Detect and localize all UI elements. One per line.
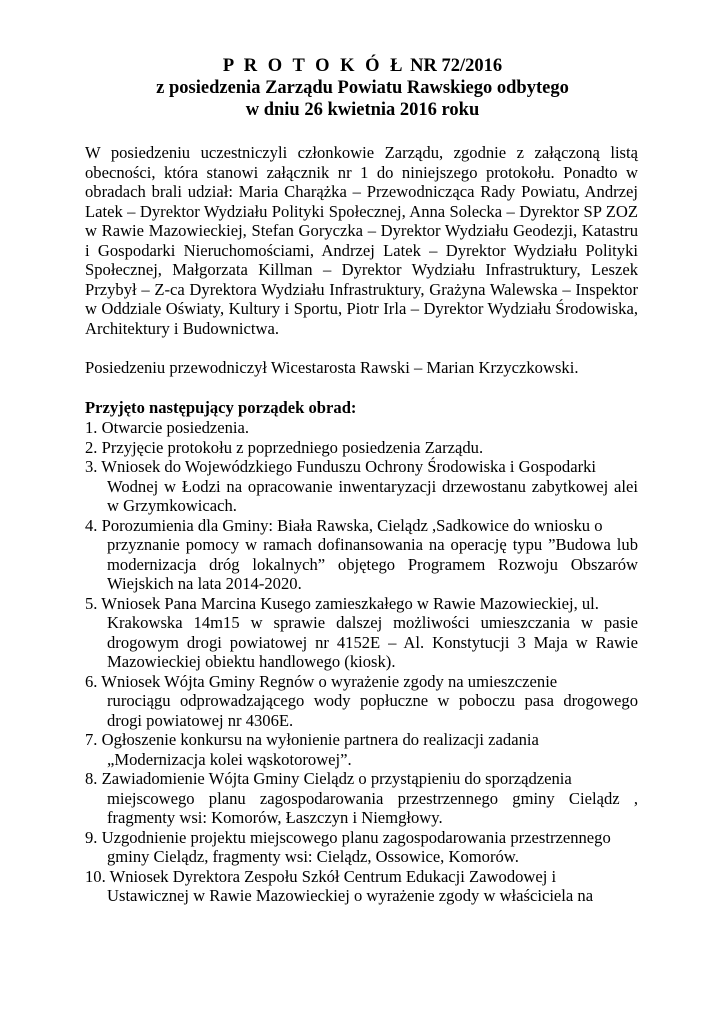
agenda-item-first-line: 10. Wniosek Dyrektora Zespołu Szkół Centrum Edukacji Zawodowej i xyxy=(85,866,557,886)
title-line-3: w dniu 26 kwietnia 2016 roku xyxy=(245,100,480,120)
chairman-line: Posiedzeniu przewodniczył Wicestarosta Rawski – Marian Krzyczkowski. xyxy=(85,358,579,377)
agenda-item-first-line: 4. Porozumienia dla Gminy: Biała Rawska, Cielądz ,Sadkowice do wniosku o xyxy=(85,515,603,535)
agenda-item xyxy=(85,516,638,594)
agenda-list xyxy=(85,418,638,906)
agenda-item-continuation: rurociągu odprowadzającego wody popłuczne w poboczu pasa drogowego drogi powiatowej nr 4306E. xyxy=(107,691,638,730)
title-protocol-word: P R O T O K Ó Ł xyxy=(222,56,406,76)
agenda-item xyxy=(85,828,638,867)
agenda-item-first-line: 5. Wniosek Pana Marcina Kusego zamieszkałego w Rawie Mazowieckiej, ul. xyxy=(85,593,599,613)
agenda-item-continuation: Wodnej w Łodzi na opracowanie inwentaryzacji drzewostanu zabytkowej alei w Grzymkowicach. xyxy=(107,476,638,515)
title-protocol-number: NR 72/2016 xyxy=(410,56,503,76)
agenda-item-continuation: przyznanie pomocy w ramach dofinansowania na operację typu ”Budowa lub modernizacja dróg lokalnych” objętego Programem Rozwoju Obszarów Wiejskich na lata 2014-2020. xyxy=(107,535,638,593)
agenda-item xyxy=(85,730,638,769)
agenda-item xyxy=(85,769,638,828)
agenda-item xyxy=(85,438,638,458)
agenda-item-first-line: 6. Wniosek Wójta Gminy Regnów o wyrażenie zgody na umieszczenie xyxy=(85,671,558,691)
title-line-1 xyxy=(0,55,725,77)
agenda-item-first-line: 2. Przyjęcie protokołu z poprzedniego posiedzenia Zarządu. xyxy=(85,437,484,457)
participants-paragraph xyxy=(85,143,638,338)
agenda-item-continuation: „Modernizacja kolei wąskotorowej”. xyxy=(107,749,352,769)
agenda-item-continuation: Krakowska 14m15 w sprawie dalszej możliwości umieszczania w pasie drogowym drogi powiatowej nr 4152E – Al. Konstytucji 3 Maja w Rawie Mazowieckiej obiektu handlowego (kiosk). xyxy=(107,613,638,671)
agenda-item xyxy=(85,672,638,731)
agenda-item xyxy=(85,594,638,672)
agenda-item-continuation: gminy Cielądz, fragmenty wsi: Cielądz, Ossowice, Komorów. xyxy=(107,847,519,866)
agenda-item-first-line: 1. Otwarcie posiedzenia. xyxy=(85,418,250,437)
agenda-item-first-line: 8. Zawiadomienie Wójta Gminy Cielądz o przystąpieniu do sporządzenia xyxy=(85,769,572,788)
title-line-2: z posiedzenia Zarządu Powiatu Rawskiego odbytego xyxy=(156,78,569,98)
agenda-item-continuation: miejscowego planu zagospodarowania przestrzennego gminy Cielądz , fragmenty wsi: Komorów, Łaszczyn i Niemgłowy. xyxy=(107,788,638,827)
agenda-item xyxy=(85,418,638,438)
document-title xyxy=(0,55,725,121)
agenda-item-first-line: 7. Ogłoszenie konkursu na wyłonienie partnera do realizacji zadania xyxy=(85,730,539,749)
agenda-item xyxy=(85,867,638,906)
agenda-item-continuation: Ustawicznej w Rawie Mazowieckiej o wyrażenie zgody w właściciela na xyxy=(107,886,594,905)
agenda-heading: Przyjęto następujący porządek obrad: xyxy=(85,398,357,417)
agenda-item-first-line: 3. Wniosek do Wojewódzkiego Funduszu Ochrony Środowiska i Gospodarki xyxy=(85,457,597,476)
participants-text: W posiedzeniu uczestniczyli członkowie Zarządu, zgodnie z załączoną listą obecności, która stanowi załącznik nr 1 do niniejszego protokołu. Ponadto w obradach brali udział: Maria Charążka – Przewodnicząca Rady Powiatu, Andrzej Latek – Dyrektor Wydziału Polityki Społecznej, Anna Solecka – Dyrektor SP ZOZ w Rawie Mazowieckiej, Stefan Goryczka – Dyrektor Wydziału Geodezji, Katastru i Gospodarki Nieruchomościami, Andrzej Latek – Dyrektor Wydziału Polityki Społecznej, Małgorzata Killman – Dyrektor Wydziału Infrastruktury, Leszek Przybył – Z-ca Dyrektora Wydziału Infrastruktury, Grażyna Walewska – Inspektor w Oddziale Oświaty, Kultury i Sportu, Piotr Irla – Dyrektor Wydziału Środowiska, Architektury i Budownictwa. xyxy=(85,143,638,338)
agenda-item xyxy=(85,457,638,516)
agenda-item-first-line: 9. Uzgodnienie projektu miejscowego planu zagospodarowania przestrzennego xyxy=(85,827,611,847)
